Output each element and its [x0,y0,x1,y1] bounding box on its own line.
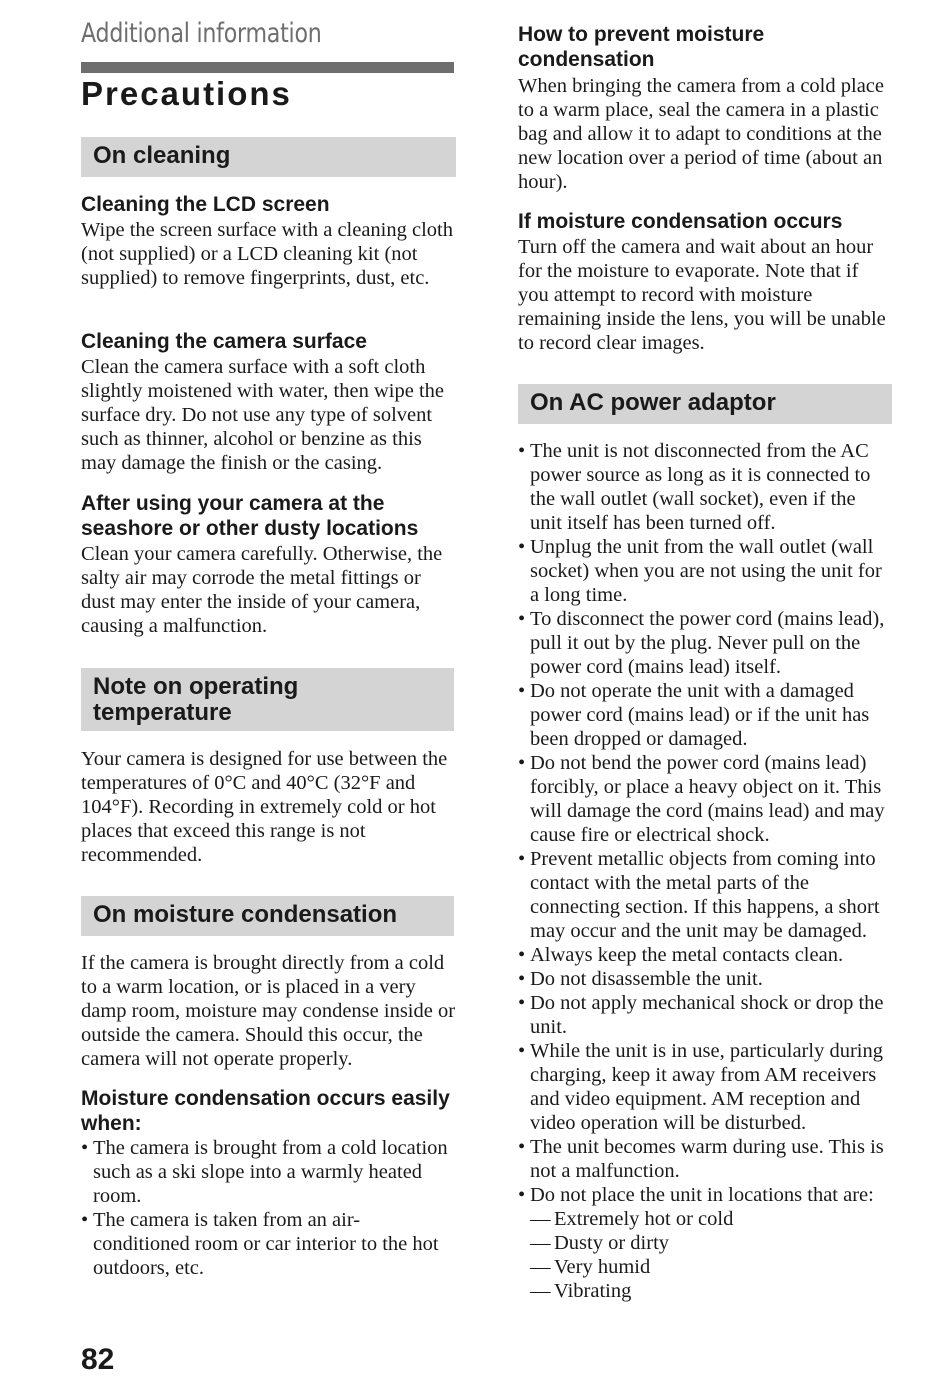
list-item: • Unplug the unit from the wall outlet (wall socket) when you are not using the unit for a long time. [518,535,892,607]
page-title: Precautions [81,75,292,112]
subheading-condensation-occurs-when: Moisture condensation occurs easily when: [81,1087,450,1135]
header-rule [81,62,454,73]
paragraph-cleaning-lcd: Wipe the screen surface with a cleaning cloth (not supplied) or a LCD cleaning kit (not supplied) to remove fingerprints, dust, etc. [81,219,453,289]
list-item: • Do not operate the unit with a damaged power cord (mains lead) or if the unit has been dropped or damaged. [518,679,892,751]
list-item: • Prevent metallic objects from coming into contact with the metal parts of the connecting section. If this happens, a short may occur and the unit may be damaged. [518,847,892,943]
subheading-cleaning-surface: Cleaning the camera surface [81,330,367,353]
list-locations [530,1207,892,1303]
list-item: — Dusty or dirty [530,1231,892,1255]
list-item-locations [518,1183,892,1303]
list-ac-precautions [518,439,892,1303]
subheading-prevent-condensation: How to prevent moisture condensation [518,23,765,71]
subheading-seashore: After using your camera at the seashore or other dusty locations [81,492,419,540]
paragraph-moisture-condensation: If the camera is brought directly from a cold to a warm location, or is placed in a very damp room, moisture may condense inside or outside the camera. Should this occur, the camera will not operate properly. [81,952,456,1070]
subheading-cleaning-lcd: Cleaning the LCD screen [81,193,330,216]
list-condensation-causes [81,1136,456,1280]
list-item-text: Do not place the unit in locations that are: [530,1184,874,1206]
list-item: • The camera is brought from a cold location such as a ski slope into a warmly heated room. [81,1136,456,1208]
list-item: • Always keep the metal contacts clean. [518,943,892,967]
page-number: 82 [81,1343,115,1376]
paragraph-operating-temperature: Your camera is designed for use between the temperatures of 0°C and 40°C (32°F and 104°F). Recording in extremely cold or hot places that exceed this range is not recommended. [81,748,448,866]
list-item: • Do not disassemble the unit. [518,967,892,991]
list-item: • The unit becomes warm during use. This is not a malfunction. [518,1135,892,1183]
heading-moisture-condensation: On moisture condensation [81,896,454,936]
heading-ac-power-adaptor: On AC power adaptor [518,384,892,424]
list-item: • The unit is not disconnected from the AC power source as long as it is connected to the wall outlet (wall socket), even if the unit itself has been turned off. [518,439,892,535]
list-item: • To disconnect the power cord (mains lead), pull it out by the plug. Never pull on the power cord (mains lead) itself. [518,607,892,679]
list-item: — Very humid [530,1255,892,1279]
paragraph-if-condensation-occurs: Turn off the camera and wait about an hour for the moisture to evaporate. Note that if you attempt to record with moisture remaining inside the lens, you will be unable to record clear images. [518,236,886,354]
heading-on-cleaning: On cleaning [81,137,456,177]
subheading-if-condensation-occurs: If moisture condensation occurs [518,210,843,233]
list-item: • Do not apply mechanical shock or drop the unit. [518,991,892,1039]
paragraph-cleaning-surface: Clean the camera surface with a soft cloth slightly moistened with water, then wipe the surface dry. Do not use any type of solvent such as thinner, alcohol or benzine as this may damage the finish or the casing. [81,356,444,474]
section-label: Additional information [81,18,322,49]
heading-operating-temperature: Note on operating temperature [81,668,454,731]
paragraph-prevent-condensation: When bringing the camera from a cold place to a warm place, seal the camera in a plastic bag and allow it to adapt to conditions at the new location over a period of time (about an hour). [518,75,884,193]
list-item: • While the unit is in use, particularly during charging, keep it away from AM receivers and video equipment. AM reception and video operation will be disturbed. [518,1039,892,1135]
list-item: • The camera is taken from an air-conditioned room or car interior to the hot outdoors, etc. [81,1208,456,1280]
paragraph-seashore: Clean your camera carefully. Otherwise, the salty air may corrode the metal fittings or dust may enter the inside of your camera, causing a malfunction. [81,543,443,637]
list-item: — Vibrating [530,1279,892,1303]
list-item: • Do not bend the power cord (mains lead) forcibly, or place a heavy object on it. This will damage the cord (mains lead) and may cause fire or electrical shock. [518,751,892,847]
list-item: — Extremely hot or cold [530,1207,892,1231]
